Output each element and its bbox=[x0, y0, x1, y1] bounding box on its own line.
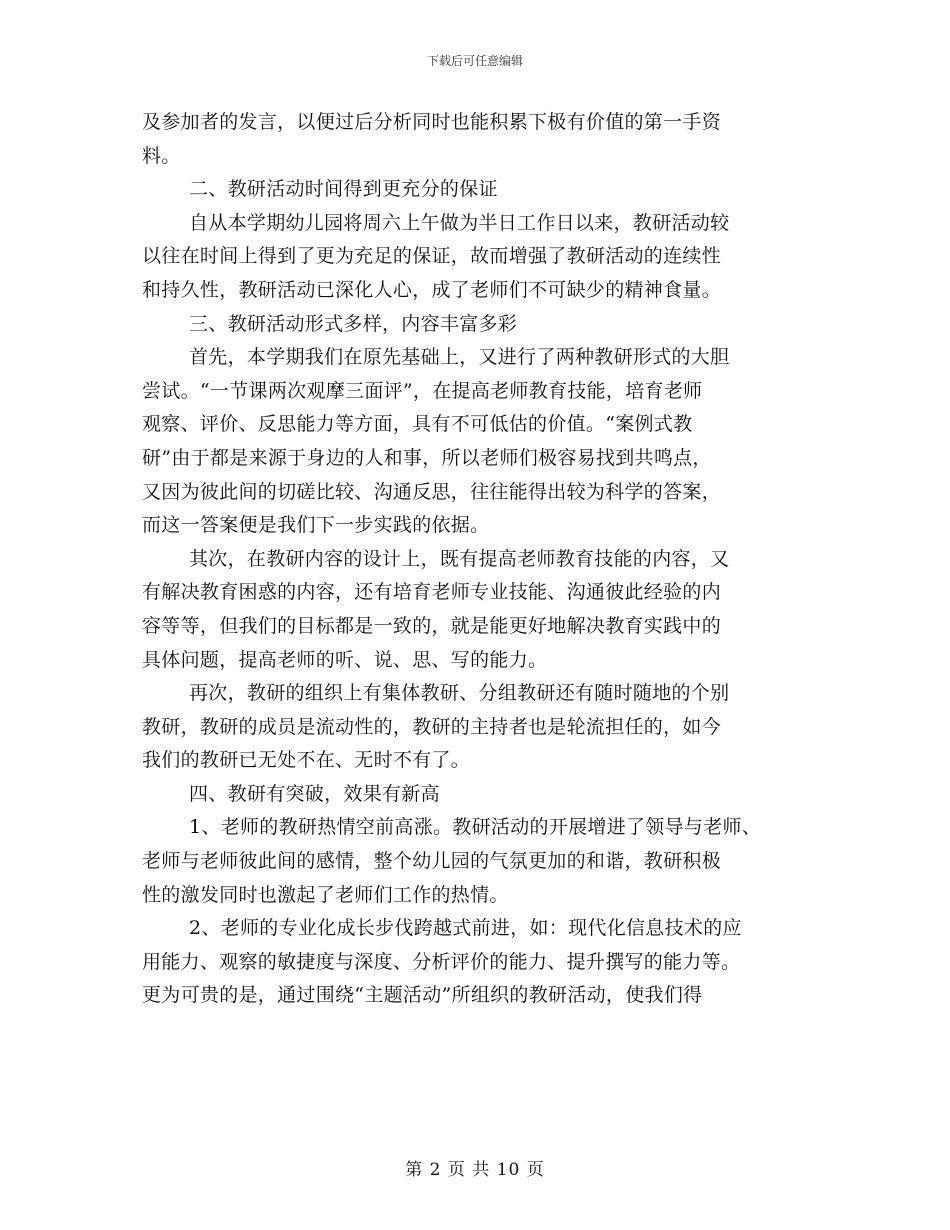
text-line: 和持久性，教研活动已深化人心，成了老师们不可缺少的精神食量。 bbox=[142, 278, 722, 301]
page-header: 下载后可任意编辑 bbox=[426, 54, 523, 68]
text-line: 观察、评价、反思能力等方面，具有不可低估的价值。“案例式教 bbox=[142, 413, 693, 436]
text-line: 老师与老师彼此间的感情，整个幼儿园的气氛更加的和谐，教研积极 bbox=[142, 850, 722, 873]
text-line: 1、老师的教研热情空前高涨。教研活动的开展增进了领导与老师、 bbox=[189, 816, 762, 839]
text-line: 又因为彼此间的切磋比较、沟通反思，往往能得出较为科学的答案， bbox=[142, 480, 722, 503]
document-body bbox=[142, 106, 822, 1013]
text-line: 教研，教研的成员是流动性的，教研的主持者也是轮流担任的，如今 bbox=[142, 715, 722, 738]
text-line: 及参加者的发言，以便过后分析同时也能积累下极有价值的第一手资 bbox=[142, 111, 722, 133]
text-line: 性的激发同时也激起了老师们工作的热情。 bbox=[142, 883, 509, 906]
text-line: 首先，本学期我们在原先基础上，又进行了两种教研形式的大胆 bbox=[189, 346, 730, 369]
text-line: 具体问题，提高老师的听、说、思、写的能力。 bbox=[142, 648, 548, 671]
text-line: 以往在时间上得到了更为充足的保证，故而增强了教研活动的连续性 bbox=[142, 245, 722, 268]
page-number: 第 2 页 共 10 页 bbox=[405, 1160, 545, 1180]
text-line: 研”由于都是来源于身边的人和事，所以老师们极容易找到共鸣点， bbox=[142, 446, 712, 469]
text-line: 2、老师的专业化成长步伐跨越式前进，如：现代化信息技术的应 bbox=[189, 917, 742, 940]
text-line: 尝试。“一节课两次观摩三面评”，在提高老师教育技能，培育老师 bbox=[142, 379, 703, 402]
text-line: 用能力、观察的敏捷度与深度、分析评价的能力、提升撰写的能力等。 bbox=[142, 950, 741, 973]
text-line: 容等等，但我们的目标都是一致的，就是能更好地解决教育实践中的 bbox=[142, 614, 722, 637]
text-line: 其次，在教研内容的设计上，既有提高老师教育技能的内容，又 bbox=[189, 547, 730, 570]
text-line: 有解决教育困惑的内容，还有培育老师专业技能、沟通彼此经验的内 bbox=[142, 581, 722, 604]
text-line: 而这一答案便是我们下一步实践的依据。 bbox=[142, 514, 490, 537]
text-line: 自从本学期幼儿园将周六上午做为半日工作日以来，教研活动较 bbox=[189, 211, 730, 234]
text-line: 二、教研活动时间得到更充分的保证 bbox=[189, 178, 498, 201]
text-line: 更为可贵的是，通过围绕“主题活动”所组织的教研活动，使我们得 bbox=[142, 984, 703, 1007]
text-line: 四、教研有突破，效果有新高 bbox=[189, 782, 440, 805]
text-line: 再次，教研的组织上有集体教研、分组教研还有随时随地的个别 bbox=[189, 682, 730, 705]
text-line: 三、教研活动形式多样，内容丰富多彩 bbox=[189, 312, 518, 335]
text-line: 料。 bbox=[142, 144, 181, 167]
text-line: 我们的教研已无处不在、无时不有了。 bbox=[142, 749, 471, 772]
